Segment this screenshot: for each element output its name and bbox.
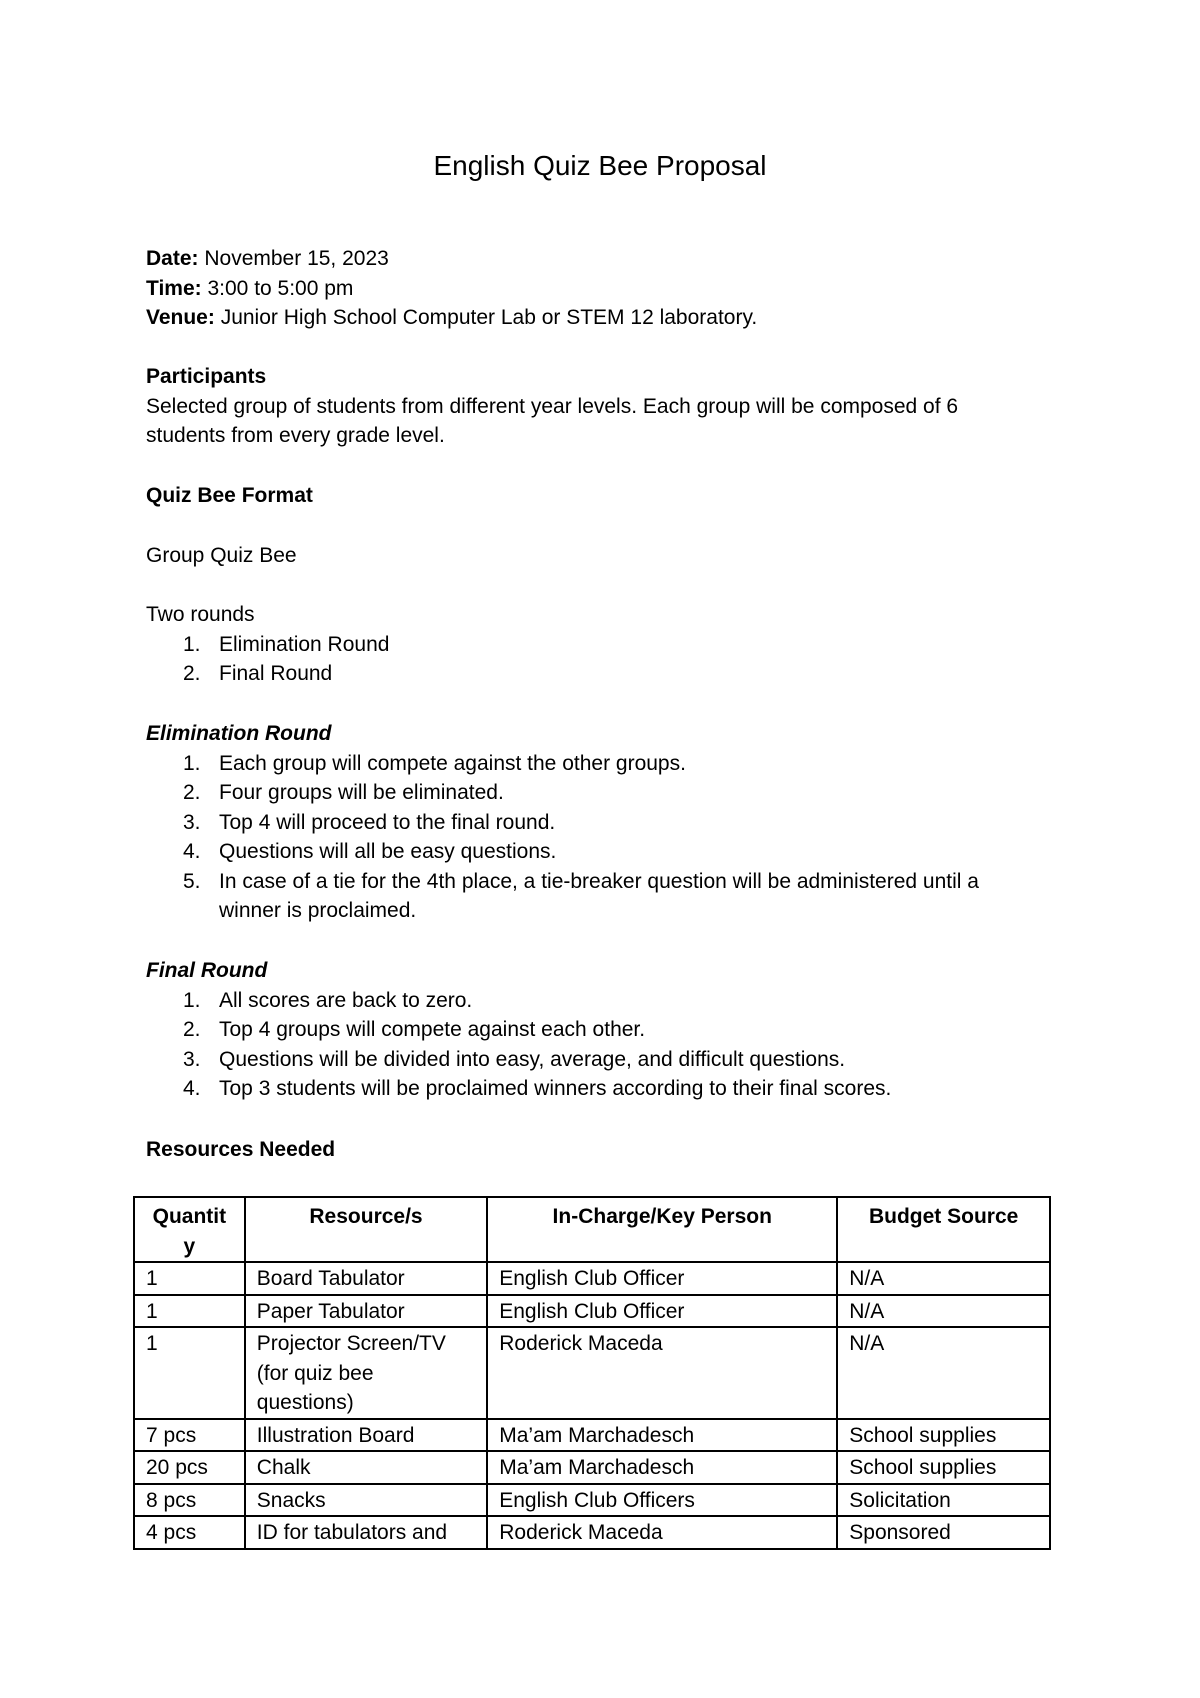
resource-cell: Board Tabulator xyxy=(245,1262,487,1295)
resource-cell: Projector Screen/TV (for quiz bee questions) xyxy=(245,1327,487,1419)
rounds-block xyxy=(146,600,1056,689)
venue-label: Venue: xyxy=(146,306,215,329)
list-item: 1. All scores are back to zero. xyxy=(183,988,473,1012)
table-row xyxy=(134,1484,1050,1517)
final-section xyxy=(146,956,1056,1104)
budget-source-cell: N/A xyxy=(837,1327,1050,1419)
rule-text: Questions will all be easy questions. xyxy=(219,840,557,863)
rule-text: Top 4 will proceed to the final round. xyxy=(219,810,556,834)
participants-text-line1: Selected group of students from different year levels. Each group will be composed of 6 xyxy=(146,394,959,418)
rounds-intro: Two rounds xyxy=(146,603,255,626)
in-charge-cell: English Club Officer xyxy=(487,1262,837,1295)
format-type: Group Quiz Bee xyxy=(146,544,297,567)
table-header-row xyxy=(134,1197,1050,1262)
venue-line xyxy=(146,303,1056,333)
elimination-section xyxy=(146,719,1056,926)
quantity-cell: 20 pcs xyxy=(134,1451,245,1484)
venue-value: Junior High School Computer Lab or STEM 12 laboratory. xyxy=(220,306,758,329)
quantity-cell: 1 xyxy=(134,1327,245,1419)
final-heading: Final Round xyxy=(146,959,268,982)
table-row xyxy=(134,1262,1050,1295)
rule-text: Four groups will be eliminated. xyxy=(219,781,504,804)
budget-source-cell: N/A xyxy=(837,1262,1050,1295)
resource-cell: Snacks xyxy=(245,1484,487,1517)
list-item: 2. Four groups will be eliminated. xyxy=(183,781,504,804)
elimination-list xyxy=(146,749,1056,926)
in-charge-cell: English Club Officers xyxy=(487,1484,837,1517)
participants-section xyxy=(146,362,1056,451)
time-line xyxy=(146,274,1056,304)
in-charge-cell: Roderick Maceda xyxy=(487,1327,837,1419)
rule-text: winner is proclaimed. xyxy=(219,899,417,922)
date-value: November 15, 2023 xyxy=(204,247,389,270)
column-header-resource: Resource/s xyxy=(245,1197,487,1262)
in-charge-cell: English Club Officer xyxy=(487,1295,837,1328)
quantity-cell: 4 pcs xyxy=(134,1516,245,1549)
table-row xyxy=(134,1419,1050,1452)
column-header-quantity: Quantit y xyxy=(134,1197,245,1262)
column-header-budget-source: Budget Source xyxy=(837,1197,1050,1262)
budget-source-cell: Solicitation xyxy=(837,1484,1050,1517)
rule-text: Each group will compete against the other groups. xyxy=(219,751,686,775)
list-item: 5. In case of a tie for the 4th place, a tie-breaker question will be administered until a xyxy=(183,869,979,893)
table-row xyxy=(134,1327,1050,1419)
list-item: 4. Questions will all be easy questions. xyxy=(183,840,557,863)
elimination-heading: Elimination Round xyxy=(146,722,332,745)
format-type-block xyxy=(146,541,1056,571)
list-item: 3. Questions will be divided into easy, average, and difficult questions. xyxy=(183,1047,846,1071)
in-charge-cell: Roderick Maceda xyxy=(487,1516,837,1549)
date-label: Date: xyxy=(146,247,199,270)
rounds-list xyxy=(146,630,1056,689)
rule-text: Top 4 groups will compete against each other. xyxy=(219,1018,646,1041)
budget-source-cell: Sponsored xyxy=(837,1516,1050,1549)
quantity-cell: 8 pcs xyxy=(134,1484,245,1517)
rule-text: Top 3 students will be proclaimed winners according to their final scores. xyxy=(219,1077,892,1100)
list-item: 3. Top 4 will proceed to the final round. xyxy=(183,810,556,834)
budget-source-cell: School supplies xyxy=(837,1419,1050,1452)
list-item: 1. Elimination Round xyxy=(183,632,390,656)
format-heading: Quiz Bee Format xyxy=(146,484,313,507)
table-row xyxy=(134,1451,1050,1484)
time-label: Time: xyxy=(146,276,202,300)
list-item-continuation xyxy=(146,896,1056,926)
final-list xyxy=(146,986,1056,1104)
round-name: Elimination Round xyxy=(219,632,390,656)
quantity-cell: 7 pcs xyxy=(134,1419,245,1452)
list-item: 2. Top 4 groups will compete against each other. xyxy=(183,1018,646,1041)
quantity-cell: 1 xyxy=(134,1295,245,1328)
budget-source-cell: School supplies xyxy=(837,1451,1050,1484)
resources-heading: Resources Needed xyxy=(146,1138,336,1161)
list-item: 1. Each group will compete against the other groups. xyxy=(183,751,686,775)
participants-text-line2: students from every grade level. xyxy=(146,424,445,447)
round-name: Final Round xyxy=(219,662,333,685)
format-section xyxy=(146,481,1056,511)
date-line xyxy=(146,244,1056,274)
resource-cell: ID for tabulators and xyxy=(245,1516,487,1549)
quantity-cell: 1 xyxy=(134,1262,245,1295)
list-item: 4. Top 3 students will be proclaimed winners according to their final scores. xyxy=(183,1077,892,1100)
in-charge-cell: Ma’am Marchadesch xyxy=(487,1419,837,1452)
resource-cell: Paper Tabulator xyxy=(245,1295,487,1328)
time-value: 3:00 to 5:00 pm xyxy=(207,276,354,300)
rule-text: All scores are back to zero. xyxy=(219,988,473,1012)
rule-text: Questions will be divided into easy, average, and difficult questions. xyxy=(219,1047,846,1071)
resource-cell: Illustration Board xyxy=(245,1419,487,1452)
table-row xyxy=(134,1516,1050,1549)
rule-text: In case of a tie for the 4th place, a tie-breaker question will be administered until a xyxy=(219,869,979,893)
table-row xyxy=(134,1295,1050,1328)
list-item: 2. Final Round xyxy=(183,662,333,685)
resource-cell: Chalk xyxy=(245,1451,487,1484)
document-title: English Quiz Bee Proposal xyxy=(433,150,767,181)
event-details xyxy=(146,244,1056,333)
in-charge-cell: Ma’am Marchadesch xyxy=(487,1451,837,1484)
participants-heading: Participants xyxy=(146,365,267,388)
resources-table xyxy=(133,1196,1051,1550)
resources-section xyxy=(146,1135,1056,1165)
column-header-in-charge: In-Charge/Key Person xyxy=(487,1197,837,1262)
budget-source-cell: N/A xyxy=(837,1295,1050,1328)
